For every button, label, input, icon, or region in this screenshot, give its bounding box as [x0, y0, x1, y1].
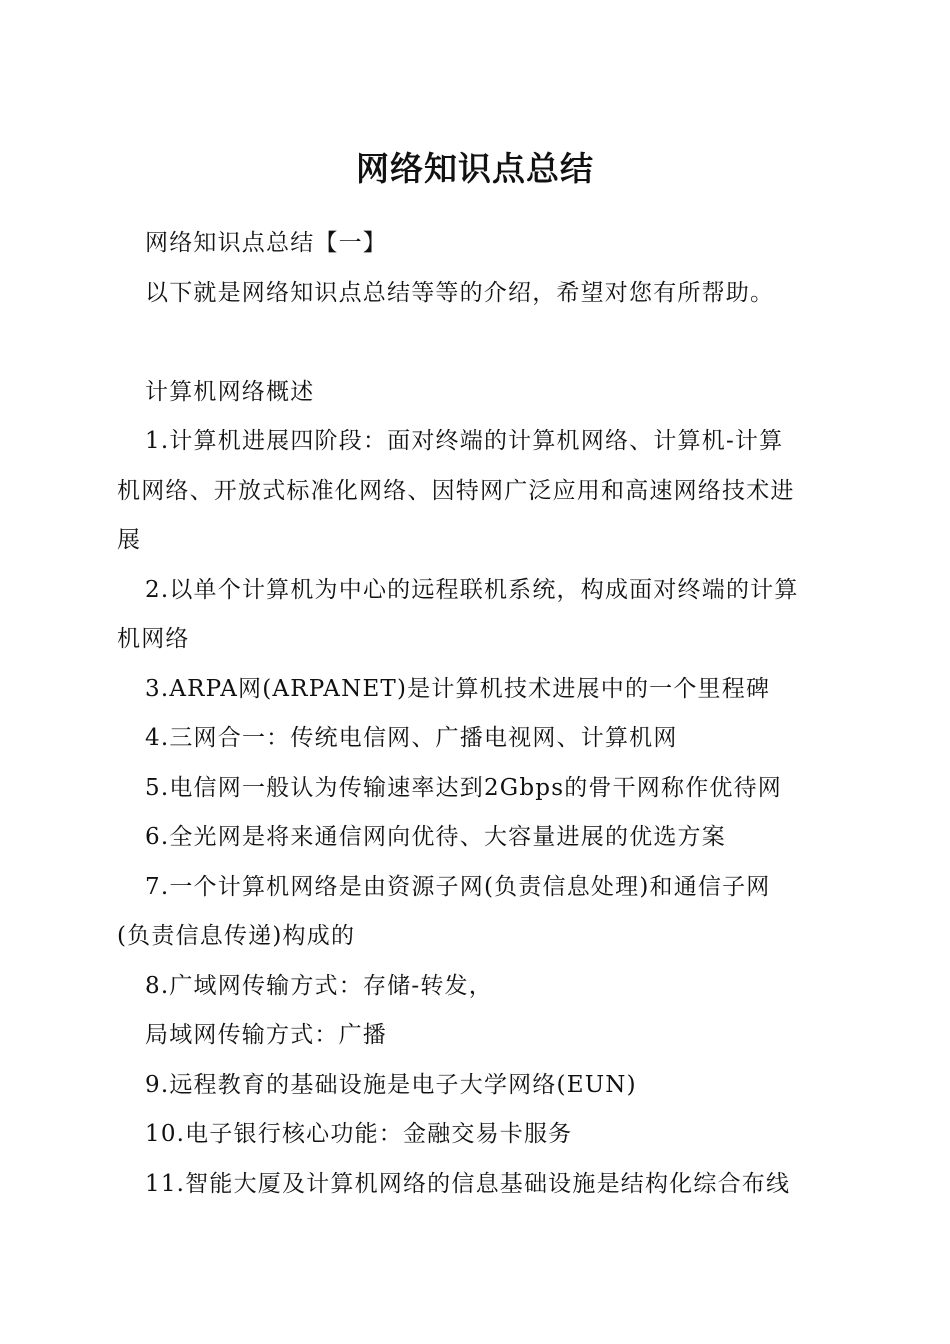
- text-line: 6.全光网是将来通信网向优待、大容量进展的优选方案: [145, 824, 726, 850]
- text-line: 以下就是网络知识点总结等等的介绍，希望对您有所帮助。: [145, 279, 775, 306]
- blank-line: [117, 318, 837, 368]
- text-line: 1.计算机进展四阶段：面对终端的计算机网络、计算机-计算: [145, 428, 784, 454]
- text-line: 3.ARPA网(ARPANET)是计算机技术进展中的一个里程碑: [145, 675, 771, 702]
- text-line: 展: [117, 527, 142, 553]
- text-line: 机网络、开放式标准化网络、因特网广泛应用和高速网络技术进: [117, 477, 795, 504]
- text-line: 网络知识点总结【一】: [145, 230, 387, 256]
- text-line: 机网络: [117, 626, 190, 652]
- text-line: 7.一个计算机网络是由资源子网(负责信息处理)和通信子网: [145, 873, 771, 900]
- text-line: 9.远程教育的基础设施是电子大学网络(EUN): [145, 1071, 637, 1098]
- text-line: 8.广域网传输方式：存储-转发，: [145, 972, 493, 999]
- text-line: 11.智能大厦及计算机网络的信息基础设施是结构化综合布线: [145, 1170, 791, 1197]
- text-line: 4.三网合一：传统电信网、广播电视网、计算机网: [145, 725, 678, 751]
- document-body: [117, 219, 837, 1209]
- text-line: 10.电子银行核心功能：金融交易卡服务: [145, 1121, 573, 1147]
- text-line: 局域网传输方式：广播: [145, 1022, 387, 1048]
- text-line: 5.电信网一般认为传输速率达到2Gbps的骨干网称作优待网: [145, 774, 783, 801]
- document-title: 网络知识点总结: [356, 149, 594, 188]
- text-line: 2.以单个计算机为中心的远程联机系统，构成面对终端的计算: [145, 576, 799, 603]
- text-line: (负责信息传递)构成的: [117, 923, 356, 949]
- text-line: 计算机网络概述: [145, 378, 315, 405]
